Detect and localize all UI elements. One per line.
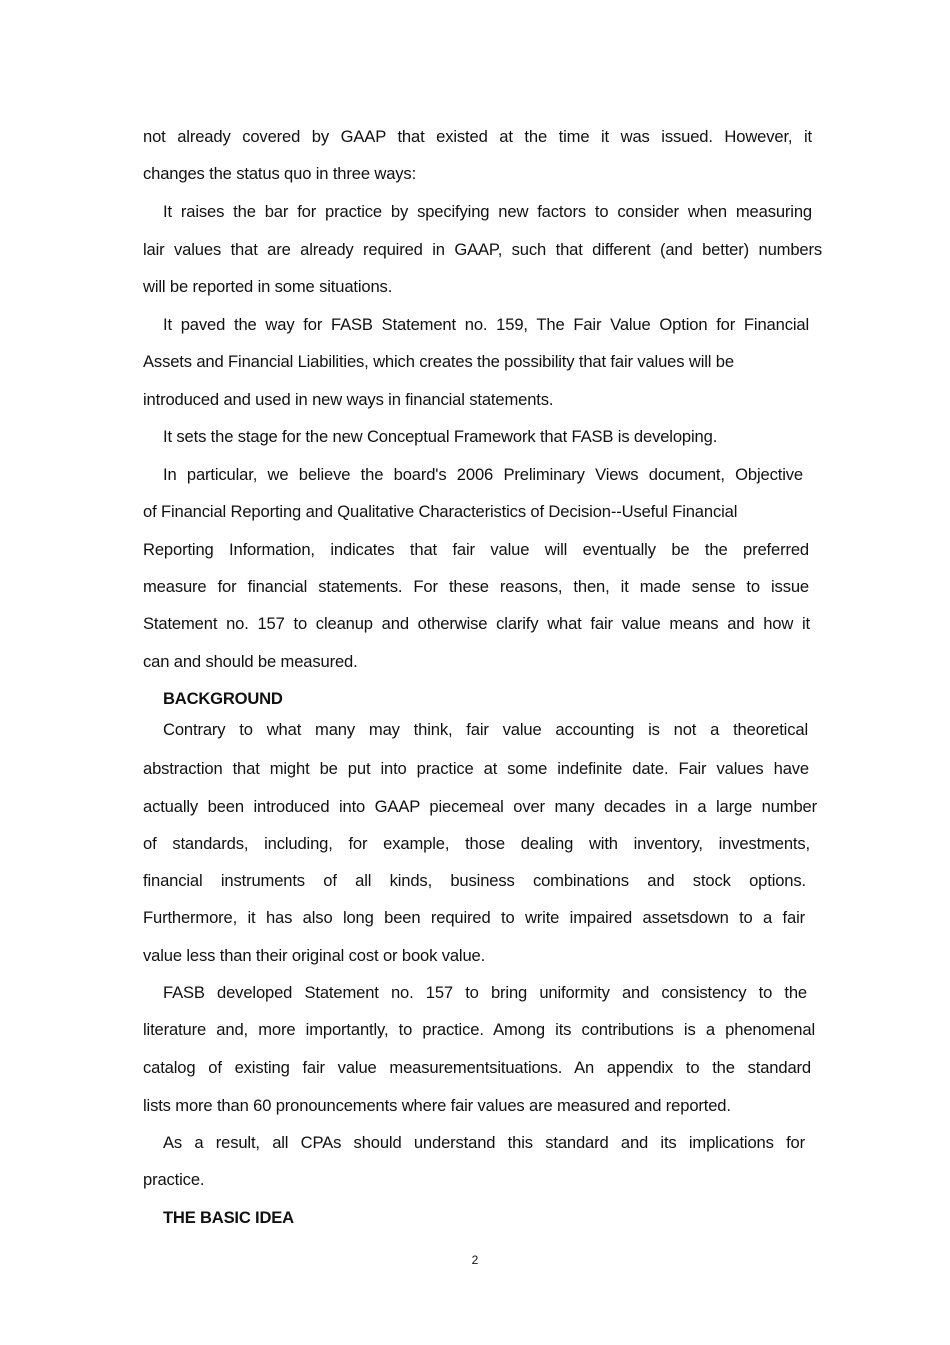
- paragraph-line: Furthermore, it has also long been required to write impaired assetsdown to a fair: [143, 908, 805, 927]
- paragraph-line: Assets and Financial Liabilities, which creates the possibility that fair values will be: [143, 352, 734, 371]
- paragraph-line: can and should be measured.: [143, 652, 358, 671]
- paragraph-line: practice.: [143, 1170, 205, 1189]
- paragraph-line: catalog of existing fair value measurementsituations. An appendix to the standard: [143, 1058, 811, 1077]
- section-heading-basic-idea: THE BASIC IDEA: [163, 1208, 294, 1227]
- paragraph-line: Statement no. 157 to cleanup and otherwise clarify what fair value means and how it: [143, 614, 810, 633]
- paragraph-line: It raises the bar for practice by specifying new factors to consider when measuring: [163, 202, 812, 221]
- paragraph-line: It sets the stage for the new Conceptual Framework that FASB is developing.: [163, 427, 718, 446]
- paragraph-line: changes the status quo in three ways:: [143, 164, 417, 183]
- paragraph-line: lists more than 60 pronouncements where fair values are measured and reported.: [143, 1096, 731, 1115]
- paragraph-line: financial instruments of all kinds, business combinations and stock options.: [143, 871, 806, 890]
- paragraph-line: actually been introduced into GAAP piecemeal over many decades in a large number: [143, 797, 817, 816]
- paragraph-line: As a result, all CPAs should understand this standard and its implications for: [163, 1133, 805, 1152]
- paragraph-line: will be reported in some situations.: [143, 277, 393, 296]
- section-heading-background: BACKGROUND: [163, 689, 283, 708]
- paragraph-line: It paved the way for FASB Statement no. 159, The Fair Value Option for Financial: [163, 315, 809, 334]
- paragraph-line: literature and, more importantly, to practice. Among its contributions is a phenomenal: [143, 1020, 815, 1039]
- paragraph-line: lair values that are already required in GAAP, such that different (and better) numbers: [143, 240, 822, 259]
- paragraph-line: measure for financial statements. For these reasons, then, it made sense to issue: [143, 577, 809, 596]
- paragraph-line: Contrary to what many may think, fair value accounting is not a theoretical: [163, 720, 808, 739]
- paragraph-line: FASB developed Statement no. 157 to bring uniformity and consistency to the: [163, 983, 807, 1002]
- paragraph-line: of Financial Reporting and Qualitative Characteristics of Decision--Useful Financial: [143, 502, 738, 521]
- page-number: 2: [471, 1253, 479, 1267]
- paragraph-line: In particular, we believe the board's 2006 Preliminary Views document, Objective: [163, 465, 803, 484]
- paragraph-line: Reporting Information, indicates that fair value will eventually be the preferred: [143, 540, 809, 559]
- paragraph-line: introduced and used in new ways in financial statements.: [143, 390, 554, 409]
- paragraph-line: of standards, including, for example, those dealing with inventory, investments,: [143, 834, 810, 853]
- paragraph-line: abstraction that might be put into practice at some indefinite date. Fair values have: [143, 759, 809, 778]
- paragraph-line: not already covered by GAAP that existed at the time it was issued. However, it: [143, 127, 812, 146]
- paragraph-line: value less than their original cost or book value.: [143, 946, 486, 965]
